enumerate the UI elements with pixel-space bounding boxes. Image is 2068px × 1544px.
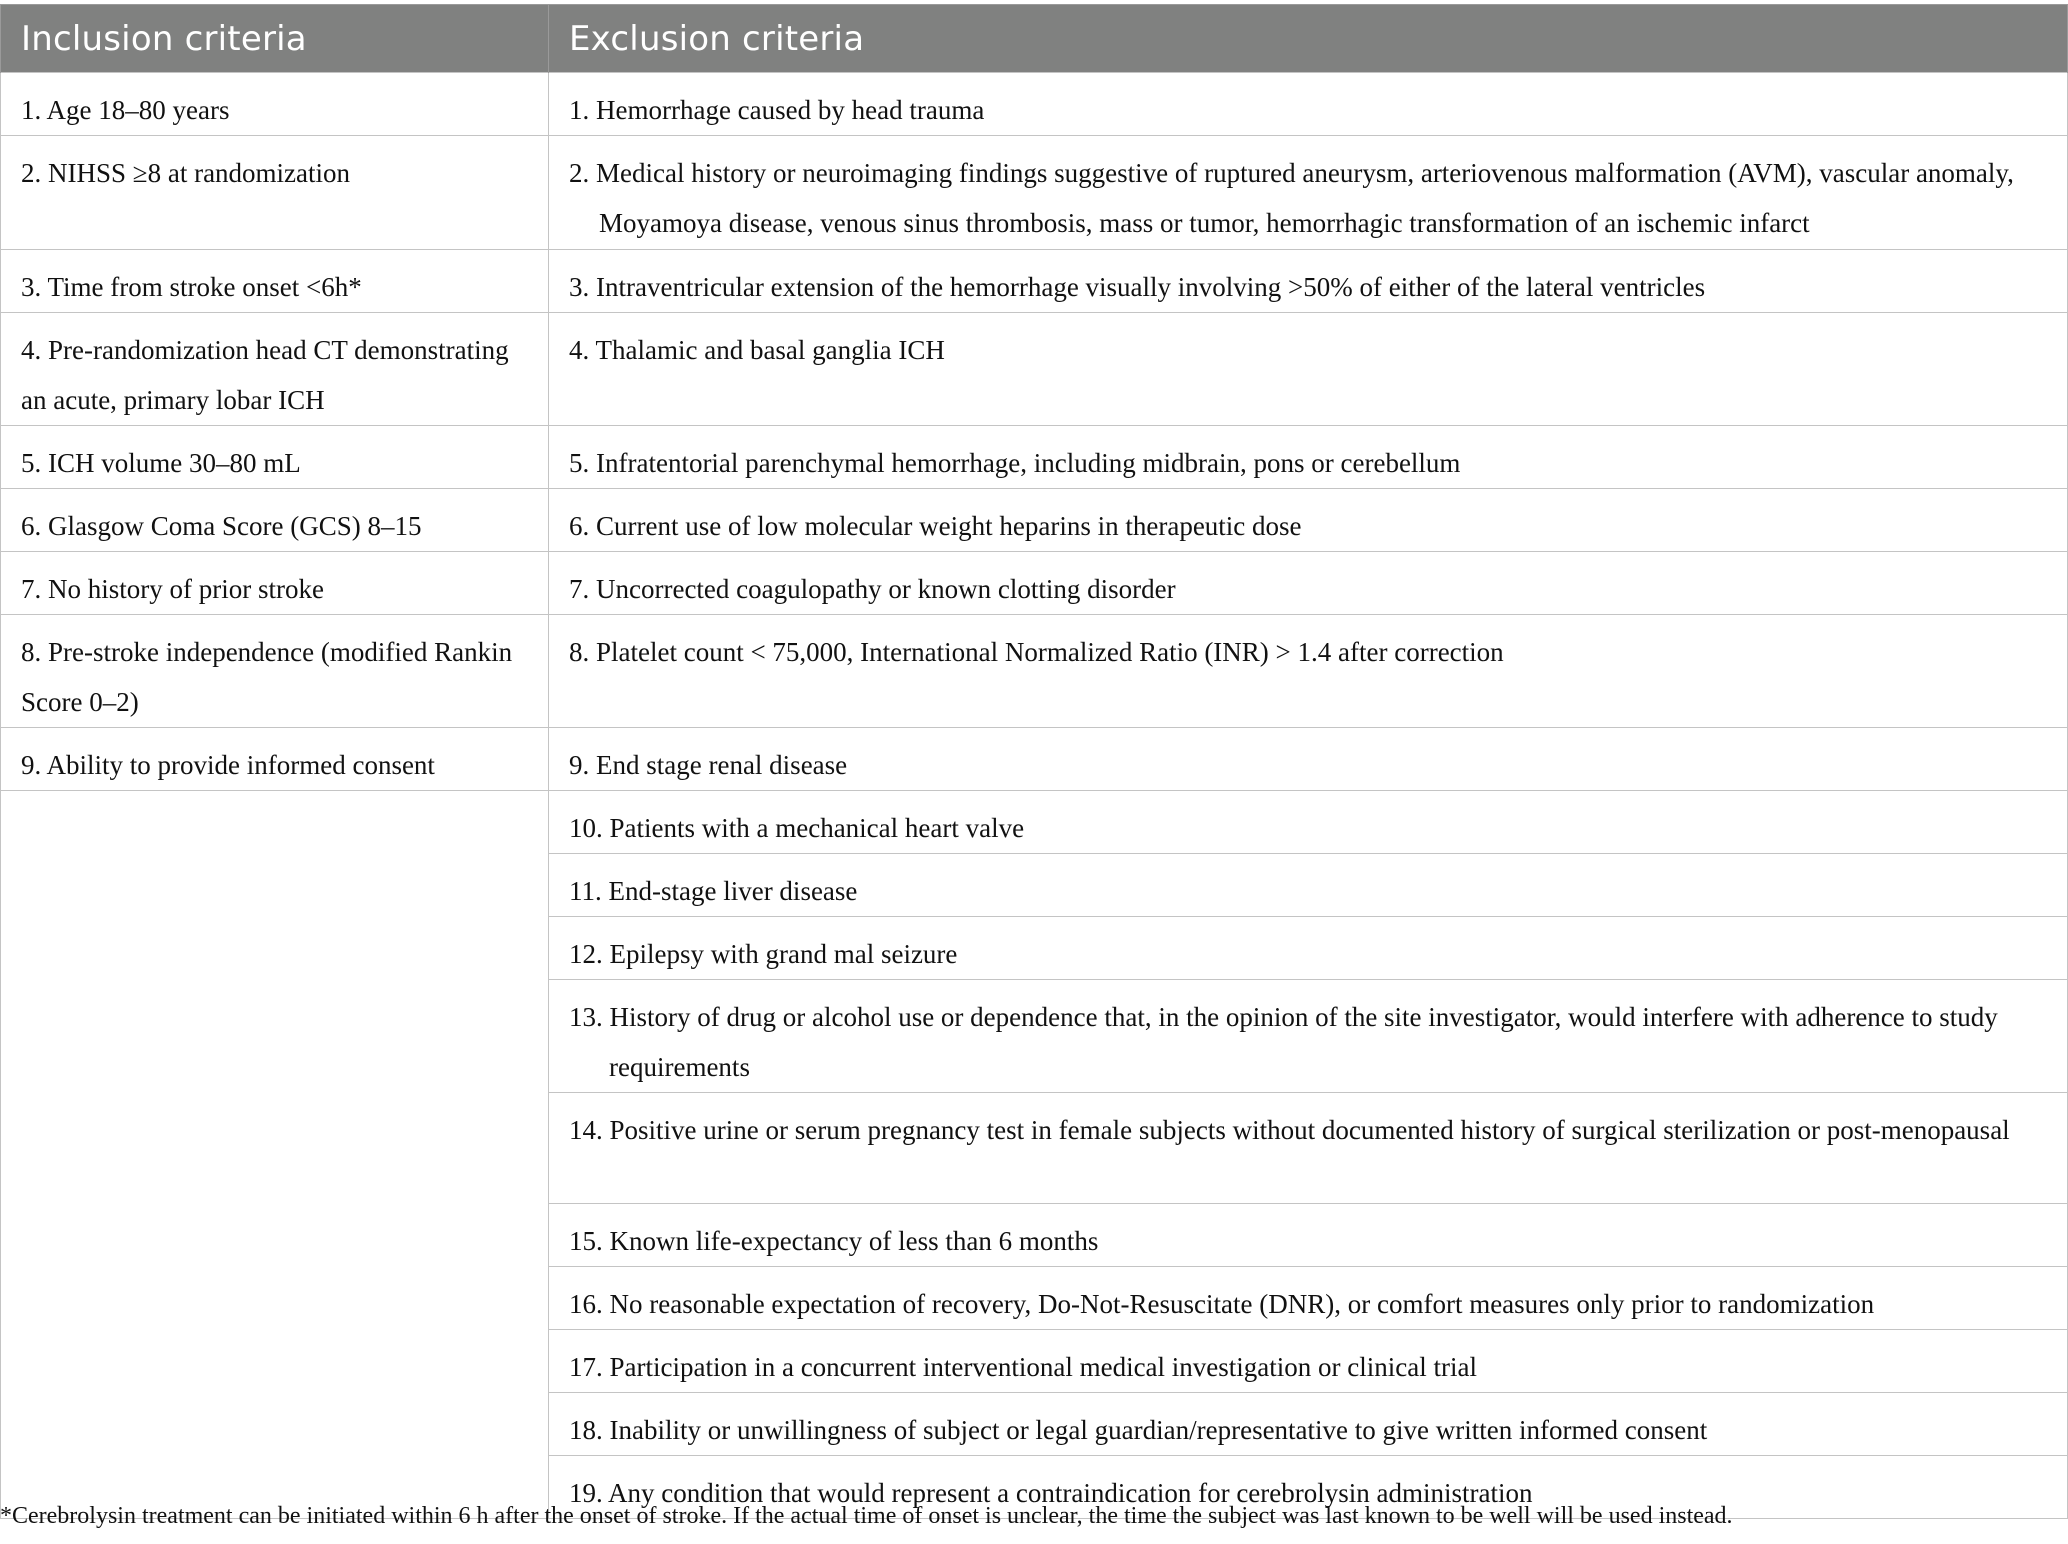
exclusion-cell bbox=[549, 980, 2068, 1093]
exclusion-item-1: 1. Hemorrhage caused by head trauma bbox=[569, 95, 985, 125]
exclusion-item-14: 14. Positive urine or serum pregnancy test in female subjects without documented history of surgical sterilization or post-menopausal bbox=[569, 1115, 2010, 1145]
exclusion-cell bbox=[549, 489, 2068, 552]
table-row bbox=[1, 73, 2068, 136]
exclusion-item-2: 2. Medical history or neuroimaging findings suggestive of ruptured aneurysm, arteriovenous malformation (AVM), vascular anomaly, Moyamoya disease, venous sinus thrombosis, mass or tumor, hemorrhagic transformation of an ischemic infarct bbox=[569, 158, 2014, 238]
exclusion-item-11: 11. End-stage liver disease bbox=[569, 876, 858, 906]
table-row bbox=[1, 250, 2068, 313]
exclusion-cell bbox=[549, 552, 2068, 615]
inclusion-cell bbox=[1, 313, 549, 426]
exclusion-cell bbox=[549, 728, 2068, 791]
exclusion-item-18: 18. Inability or unwillingness of subject or legal guardian/representative to give written informed consent bbox=[569, 1415, 1708, 1445]
exclusion-item-6: 6. Current use of low molecular weight heparins in therapeutic dose bbox=[569, 511, 1302, 541]
inclusion-cell bbox=[1, 489, 549, 552]
inclusion-item-9: 9. Ability to provide informed consent bbox=[21, 750, 435, 780]
table-row bbox=[1, 489, 2068, 552]
exclusion-item-4: 4. Thalamic and basal ganglia ICH bbox=[569, 335, 945, 365]
inclusion-item-3: 3. Time from stroke onset <6h* bbox=[21, 272, 362, 302]
inclusion-cell bbox=[1, 552, 549, 615]
exclusion-cell bbox=[549, 250, 2068, 313]
exclusion-cell bbox=[549, 1330, 2068, 1393]
table-row bbox=[1, 136, 2068, 250]
exclusion-cell bbox=[549, 791, 2068, 854]
exclusion-item-15: 15. Known life-expectancy of less than 6 months bbox=[569, 1226, 1099, 1256]
table-footnote: *Cerebrolysin treatment can be initiated within 6 h after the onset of stroke. If the actual time of onset is unclear, the time the subject was last known to be well will be used instead. bbox=[0, 1503, 1733, 1529]
exclusion-item-5: 5. Infratentorial parenchymal hemorrhage, including midbrain, pons or cerebellum bbox=[569, 448, 1461, 478]
inclusion-item-7: 7. No history of prior stroke bbox=[21, 574, 324, 604]
table-row bbox=[1, 728, 2068, 791]
header-inclusion-criteria: Inclusion criteria bbox=[1, 5, 549, 73]
criteria-table bbox=[0, 4, 2068, 1519]
exclusion-item-8: 8. Platelet count < 75,000, International Normalized Ratio (INR) > 1.4 after correction bbox=[569, 637, 1504, 667]
exclusion-item-7: 7. Uncorrected coagulopathy or known clotting disorder bbox=[569, 574, 1176, 604]
exclusion-cell bbox=[549, 136, 2068, 250]
exclusion-item-9: 9. End stage renal disease bbox=[569, 750, 848, 780]
inclusion-cell bbox=[1, 426, 549, 489]
inclusion-item-5: 5. ICH volume 30–80 mL bbox=[21, 448, 301, 478]
table-row bbox=[1, 426, 2068, 489]
inclusion-empty-cell bbox=[1, 791, 549, 1519]
inclusion-cell bbox=[1, 250, 549, 313]
exclusion-item-12: 12. Epilepsy with grand mal seizure bbox=[569, 939, 958, 969]
inclusion-item-1: 1. Age 18–80 years bbox=[21, 95, 230, 125]
table-body bbox=[1, 73, 2068, 1519]
table-row bbox=[1, 615, 2068, 728]
exclusion-cell bbox=[549, 313, 2068, 426]
exclusion-cell bbox=[549, 73, 2068, 136]
exclusion-item-16: 16. No reasonable expectation of recovery, Do-Not-Resuscitate (DNR), or comfort measures only prior to randomization bbox=[569, 1289, 1875, 1319]
inclusion-item-2: 2. NIHSS ≥8 at randomization bbox=[21, 158, 351, 188]
exclusion-cell bbox=[549, 1267, 2068, 1330]
exclusion-cell bbox=[549, 1393, 2068, 1456]
inclusion-cell bbox=[1, 615, 549, 728]
inclusion-item-4: 4. Pre-randomization head CT demonstrating an acute, primary lobar ICH bbox=[21, 335, 509, 415]
inclusion-item-6: 6. Glasgow Coma Score (GCS) 8–15 bbox=[21, 511, 422, 541]
exclusion-cell bbox=[549, 1093, 2068, 1204]
table-header-row bbox=[1, 5, 2068, 73]
table-row bbox=[1, 552, 2068, 615]
exclusion-cell bbox=[549, 426, 2068, 489]
inclusion-item-8: 8. Pre-stroke independence (modified Rankin Score 0–2) bbox=[21, 637, 513, 717]
exclusion-cell bbox=[549, 615, 2068, 728]
header-exclusion-criteria: Exclusion criteria bbox=[549, 5, 2068, 73]
exclusion-cell bbox=[549, 917, 2068, 980]
exclusion-item-17: 17. Participation in a concurrent interventional medical investigation or clinical trial bbox=[569, 1352, 1477, 1382]
inclusion-cell bbox=[1, 136, 549, 250]
exclusion-item-3: 3. Intraventricular extension of the hemorrhage visually involving >50% of either of the lateral ventricles bbox=[569, 272, 1706, 302]
inclusion-cell bbox=[1, 728, 549, 791]
exclusion-item-19: 19. Any condition that would represent a contraindication for cerebrolysin administration bbox=[569, 1478, 1533, 1508]
criteria-table-container bbox=[0, 4, 2067, 1519]
exclusion-cell bbox=[549, 854, 2068, 917]
table-row bbox=[1, 791, 2068, 854]
table-row bbox=[1, 313, 2068, 426]
exclusion-item-13: 13. History of drug or alcohol use or dependence that, in the opinion of the site investigator, would interfere with adherence to study requirements bbox=[569, 1002, 1998, 1082]
inclusion-cell bbox=[1, 73, 549, 136]
exclusion-cell bbox=[549, 1204, 2068, 1267]
exclusion-item-10: 10. Patients with a mechanical heart valve bbox=[569, 813, 1025, 843]
